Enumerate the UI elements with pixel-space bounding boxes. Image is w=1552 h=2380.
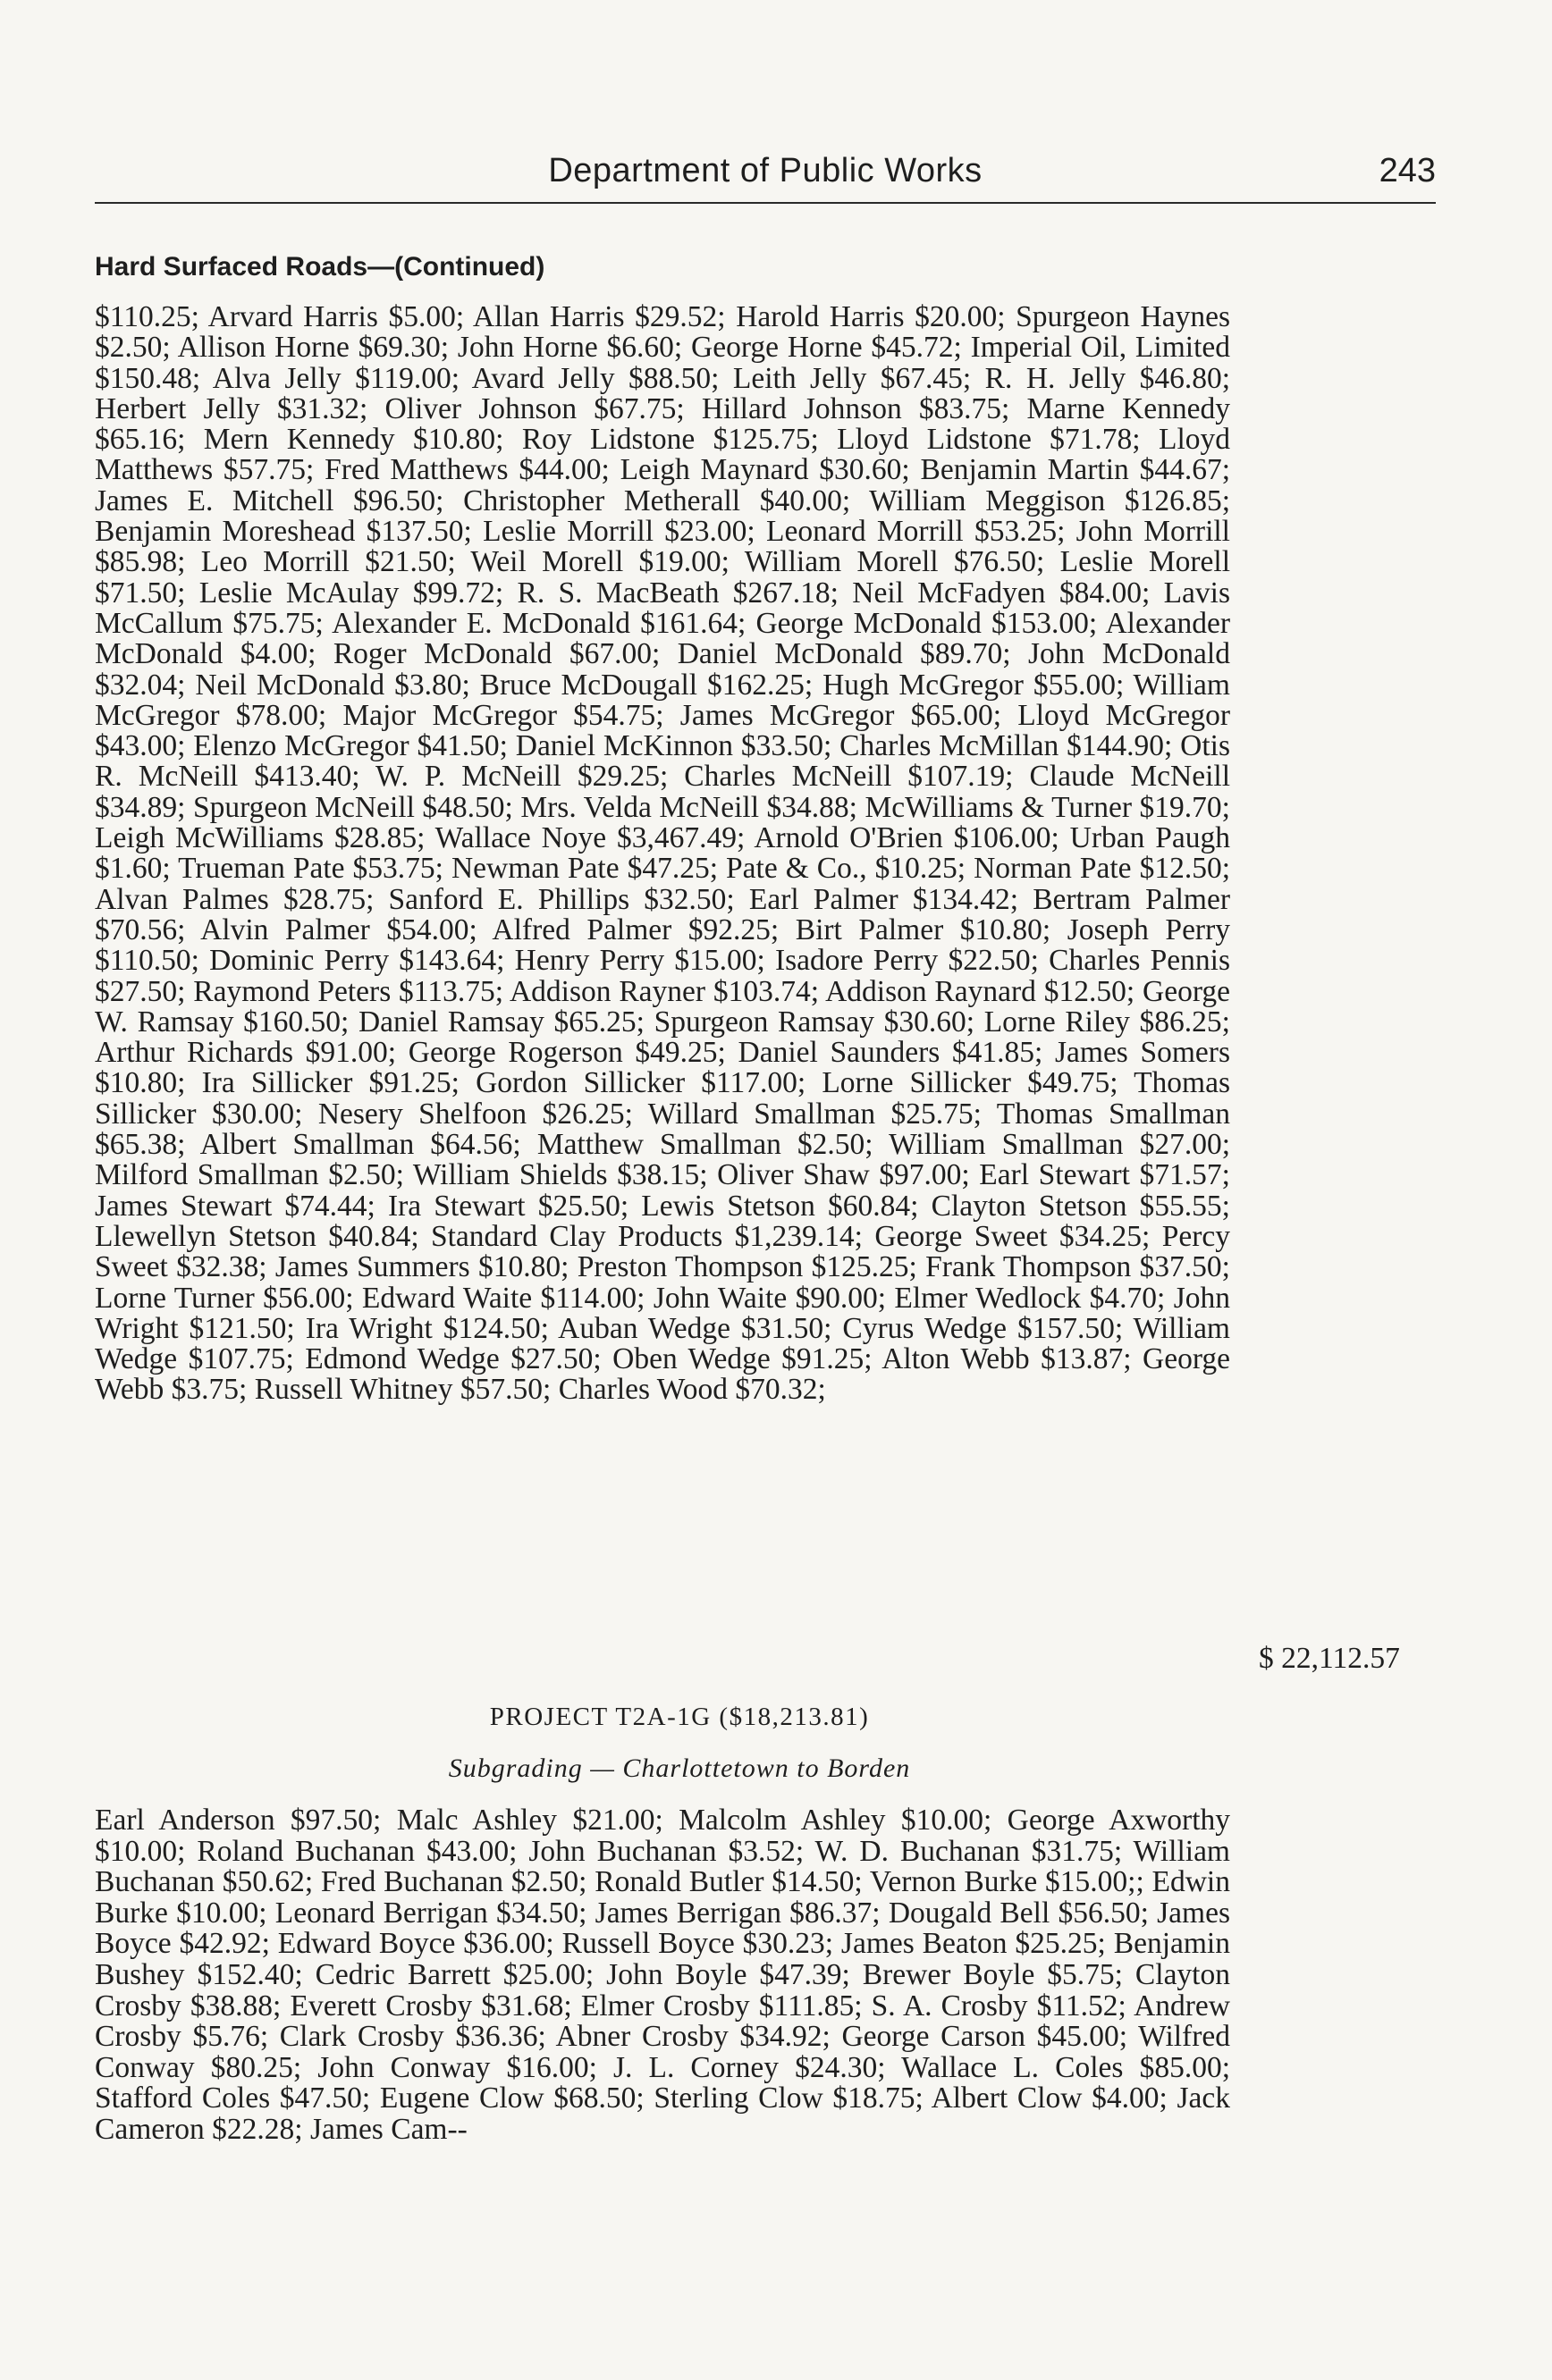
page-header [95, 148, 1436, 204]
page-title: Department of Public Works [548, 152, 983, 189]
project-subheading: Subgrading — Charlottetown to Borden [448, 1753, 911, 1783]
section-total: $ 22,112.57 [1259, 1642, 1400, 1675]
page-number: 243 [1379, 152, 1436, 189]
section-heading: Hard Surfaced Roads—(Continued) [95, 252, 545, 282]
payment-list-paragraph: $110.25; Arvard Harris $5.00; Allan Harris $29.52; Harold Harris $20.00; Spurgeon Haynes $2.50; Allison Horne $69.30; John Horne $6.60; George Horne $45.72; Imperial Oil, Limited $150.48; Alva Jelly $119.00; Avard Jelly $88.50; Leith Jelly $67.45; R. H. Jelly $46.80; Herbert Jelly $31.32; Oliver Johnson $67.75; Hillard Johnson $83.75; Marne Kennedy $65.16; Mern Kennedy $10.80; Roy Lidstone $125.75; Lloyd Lidstone $71.78; Lloyd Matthews $57.75; Fred Matthews $44.00; Leigh Maynard $30.60; Benjamin Martin $44.67; James E. Mitchell $96.50; Christopher Metherall $40.00; William Meggison $126.85; Benjamin Moreshead $137.50; Leslie Morrill $23.00; Leonard Morrill $53.25; John Morrill $85.98; Leo Morrill $21.50; Weil Morell $19.00; William Morell $76.50; Leslie Morell $71.50; Leslie McAulay $99.72; R. S. MacBeath $267.18; Neil McFadyen $84.00; Lavis McCallum $75.75; Alexander E. McDonald $161.64; George McDonald $153.00; Alexander McDonald $4.00; Roger McDonald $67.00; Daniel McDonald $89.70; John McDonald $32.04; Neil McDonald $3.80; Bruce McDougall $162.25; Hugh McGregor $55.00; William McGregor $78.00; Major McGregor $54.75; James McGregor $65.00; Lloyd McGregor $43.00; Elenzo McGregor $41.50; Daniel McKinnon $33.50; Charles McMillan $144.90; Otis R. McNeill $413.40; W. P. McNeill $29.25; Charles McNeill $107.19; Claude McNeill $34.89; Spurgeon McNeill $48.50; Mrs. Velda McNeill $34.88; McWilliams & Turner $19.70; Leigh McWilliams $28.85; Wallace Noye $3,467.49; Arnold O'Brien $106.00; Urban Paugh $1.60; Trueman Pate $53.75; Newman Pate $47.25; Pate & Co., $10.25; Norman Pate $12.50; Alvan Palmes $28.75; Sanford E. Phillips $32.50; Earl Palmer $134.42; Bertram Palmer $70.56; Alvin Palmer $54.00; Alfred Palmer $92.25; Birt Palmer $10.80; Joseph Perry $110.50; Dominic Perry $143.64; Henry Perry $15.00; Isadore Perry $22.50; Charles Pennis $27.50; Raymond Peters $113.75; Addison Rayner $103.74; Addison Raynard $12.50; George W. Ramsay $160.50; Daniel Ramsay $65.25; Spurgeon Ramsay $30.60; Lorne Riley $86.25; Arthur Richards $91.00; George Rogerson $49.25; Daniel Saunders $41.85; James Somers $10.80; Ira Sillicker $91.25; Gordon Sillicker $117.00; Lorne Sillicker $49.75; Thomas Sillicker $30.00; Nesery Shelfoon $26.25; Willard Smallman $25.75; Thomas Smallman $65.38; Albert Smallman $64.56; Matthew Smallman $2.50; William Smallman $27.00; Milford Smallman $2.50; William Shields $38.15; Oliver Shaw $97.00; Earl Stewart $71.57; James Stewart $74.44; Ira Stewart $25.50; Lewis Stetson $60.84; Clayton Stetson $55.55; Llewellyn Stetson $40.84; Standard Clay Products $1,239.14; George Sweet $34.25; Percy Sweet $32.38; James Summers $10.80; Preston Thompson $125.25; Frank Thompson $37.50; Lorne Turner $56.00; Edward Waite $114.00; John Waite $90.00; Elmer Wedlock $4.70; John Wright $121.50; Ira Wright $124.50; Auban Wedge $31.50; Cyrus Wedge $157.50; William Wedge $107.75; Edmond Wedge $27.50; Oben Wedge $91.25; Alton Webb $13.87; George Webb $3.75; Russell Whitney $57.50; Charles Wood $70.32; [95, 300, 1230, 1407]
project-payment-list-paragraph: Earl Anderson $97.50; Malc Ashley $21.00; Malcolm Ashley $10.00; George Axworthy $10.00; Roland Buchanan $43.00; John Buchanan $3.52; W. D. Buchanan $31.75; William Buchanan $50.62; Fred Buchanan $2.50; Ronald Butler $14.50; Vernon Burke $15.00;; Edwin Burke $10.00; Leonard Berrigan $34.50; James Berrigan $86.37; Dougald Bell $56.50; James Boyce $42.92; Edward Boyce $36.00; Russell Boyce $30.23; James Beaton $25.25; Benjamin Bushey $152.40; Cedric Barrett $25.00; John Boyle $47.39; Brewer Boyle $5.75; Clayton Crosby $38.88; Everett Crosby $31.68; Elmer Crosby $111.85; S. A. Crosby $11.52; Andrew Crosby $5.76; Clark Crosby $36.36; Abner Crosby $34.92; George Carson $45.00; Wilfred Conway $80.25; John Conway $16.00; J. L. Corney $24.30; Wallace L. Coles $85.00; Stafford Coles $47.50; Eugene Clow $68.50; Sterling Clow $18.75; Albert Clow $4.00; Jack Cameron $22.28; James Cam-- [95, 1804, 1230, 2146]
project-heading: PROJECT T2A-1G ($18,213.81) [489, 1703, 870, 1731]
